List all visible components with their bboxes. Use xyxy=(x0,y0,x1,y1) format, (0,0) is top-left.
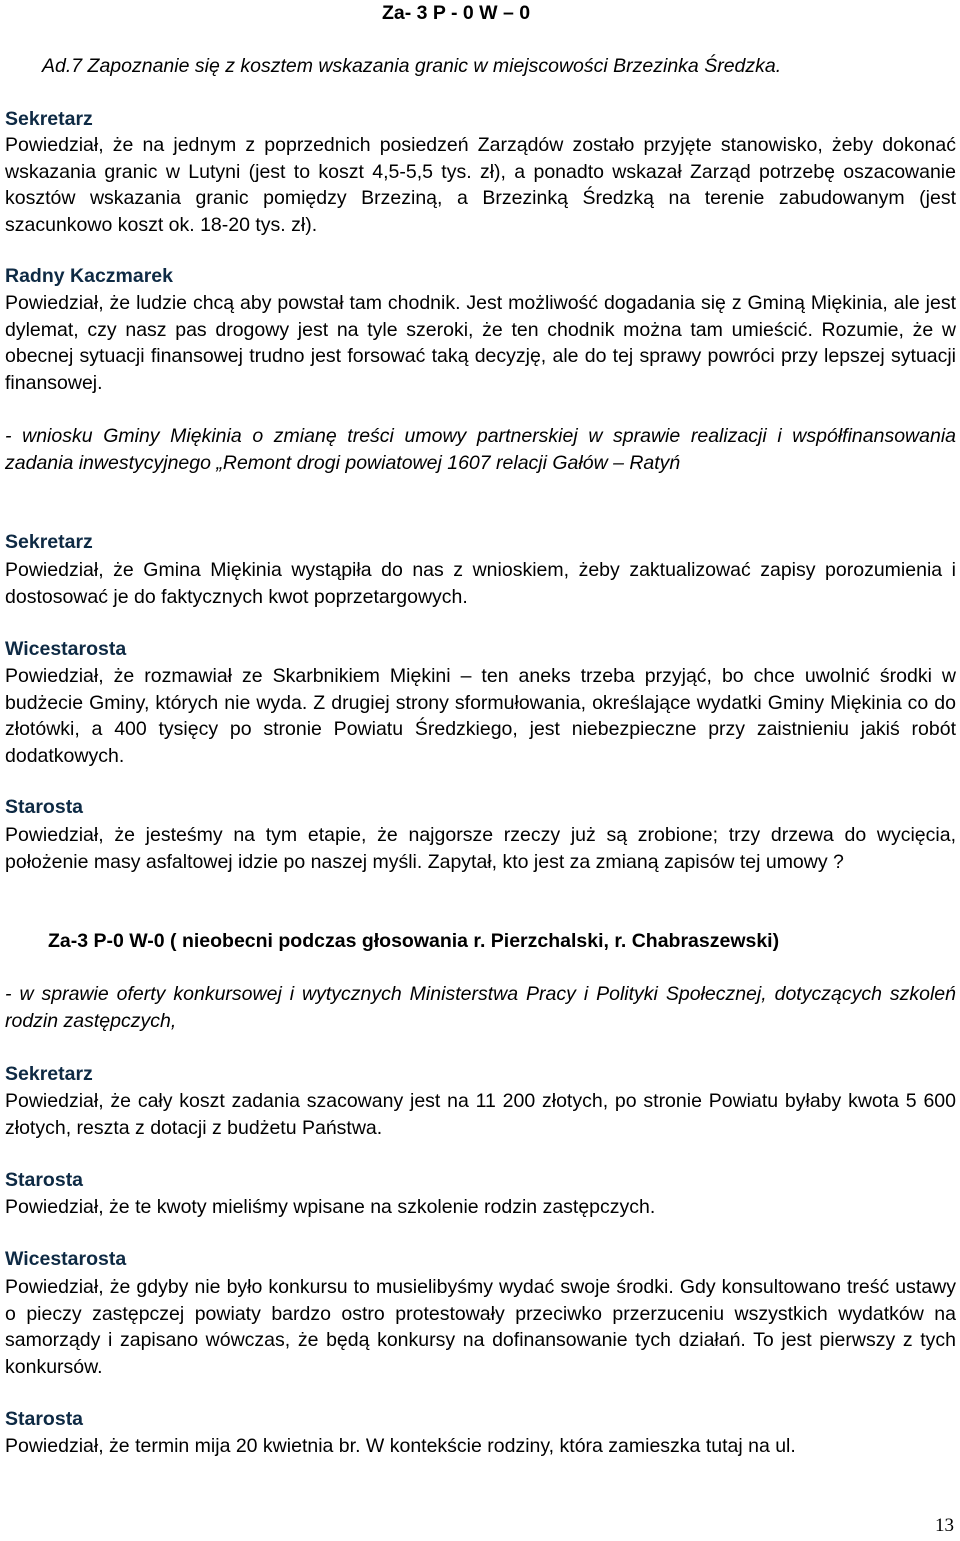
statement-paragraph: Powiedział, że rozmawiał ze Skarbnikiem Miękini – ten aneks trzeba przyjąć, bo chce uwolnić środki w budżecie Gminy, których nie wyda. Z drugiej strony sformułowania, określające wydatki Gminy Miękinia co do złotówki, a 400 tysięcy po stronie Powiatu Średzkiego, jest niebezpieczne przy zaistnieniu jakiś robót dodatkowych. xyxy=(5,665,956,767)
speaker-label: Starosta xyxy=(5,796,84,818)
statement-paragraph: Powiedział, że gdyby nie było konkursu to musielibyśmy wydać swoje środki. Gdy konsultowano treść ustawy o pieczy zastępczej powiaty bardzo ostro protestowały przeciwko przerzuceniu wszystkich wydatków na samorządy i zapisano wówczas, że będą konkursy na dofinansowanie tych działań. To jest pierwszy z tych konkursów. xyxy=(5,1276,956,1378)
speaker-label: Wicestarosta xyxy=(5,1248,127,1270)
speaker-label: Wicestarosta xyxy=(5,638,127,660)
speaker-label: Sekretarz xyxy=(5,108,93,130)
speaker-label: Radny Kaczmarek xyxy=(5,265,173,287)
statement-paragraph: Powiedział, że jesteśmy na tym etapie, że najgorsze rzeczy już są zrobione; trzy drzewa do wycięcia, położenie masy asfaltowej idzie po naszej myśli. Zapytał, kto jest za zmianą zapisów tej umowy ? xyxy=(5,824,956,873)
statement-paragraph: Powiedział, że na jednym z poprzednich posiedzeń Zarządów zostało przyjęte stanowisko, żeby dokonać wskazania granic w Lutyni (jest to koszt 4,5-5,5 tys. zł), a ponadto wskazał Zarząd potrzebę oszacowanie kosztów wskazania granic pomiędzy Brzeziną, a Brzezinką Średzką na terenie zabudowanym (jest szacunkowo koszt ok. 18-20 tys. zł). xyxy=(5,134,956,236)
speaker-label: Starosta xyxy=(5,1408,84,1430)
speaker-label: Starosta xyxy=(5,1169,84,1191)
statement-paragraph: Powiedział, że Gmina Miękinia wystąpiła do nas z wnioskiem, żeby zaktualizować zapisy porozumienia i dostosować je do faktycznych kwot poprzetargowych. xyxy=(5,559,956,608)
speaker-label: Sekretarz xyxy=(5,531,93,553)
vote-result-top: Za- 3 P - 0 W – 0 xyxy=(382,2,531,24)
vote-result: Za-3 P-0 W-0 ( nieobecni podczas głosowania r. Pierzchalski, r. Chabraszewski) xyxy=(48,930,780,952)
page-number: 13 xyxy=(935,1515,954,1536)
agenda-item-heading: Ad.7 Zapoznanie się z kosztem wskazania granic w miejscowości Brzezinka Średzka. xyxy=(42,55,782,77)
motion-item: - wniosku Gminy Miękinia o zmianę treści umowy partnerskiej w sprawie realizacji i współfinansowania zadania inwestycyjnego „Remont drogi powiatowej 1607 relacji Gałów – Ratyń xyxy=(5,425,956,474)
speaker-label: Sekretarz xyxy=(5,1063,93,1085)
statement-paragraph: Powiedział, że termin mija 20 kwietnia br. W kontekście rodziny, która zamieszka tutaj na ul. xyxy=(5,1435,796,1457)
statement-paragraph: Powiedział, że te kwoty mieliśmy wpisane na szkolenie rodzin zastępczych. xyxy=(5,1196,656,1218)
motion-item: - w sprawie oferty konkursowej i wytycznych Ministerstwa Pracy i Polityki Społecznej, dotyczących szkoleń rodzin zastępczych, xyxy=(5,983,956,1032)
statement-paragraph: Powiedział, że ludzie chcą aby powstał tam chodnik. Jest możliwość dogadania się z Gminą Miękinia, ale jest dylemat, czy nasz pas drogowy jest na tyle szeroki, że ten chodnik można tam umieścić. Rozumie, że w obecnej sytuacji finansowej trudno jest forsować taką decyzję, ale do tej sprawy powróci przy lepszej sytuacji finansowej. xyxy=(5,292,956,394)
statement-paragraph: Powiedział, że cały koszt zadania szacowany jest na 11 200 złotych, po stronie Powiatu byłaby kwota 5 600 złotych, reszta z dotacji z budżetu Państwa. xyxy=(5,1090,956,1139)
